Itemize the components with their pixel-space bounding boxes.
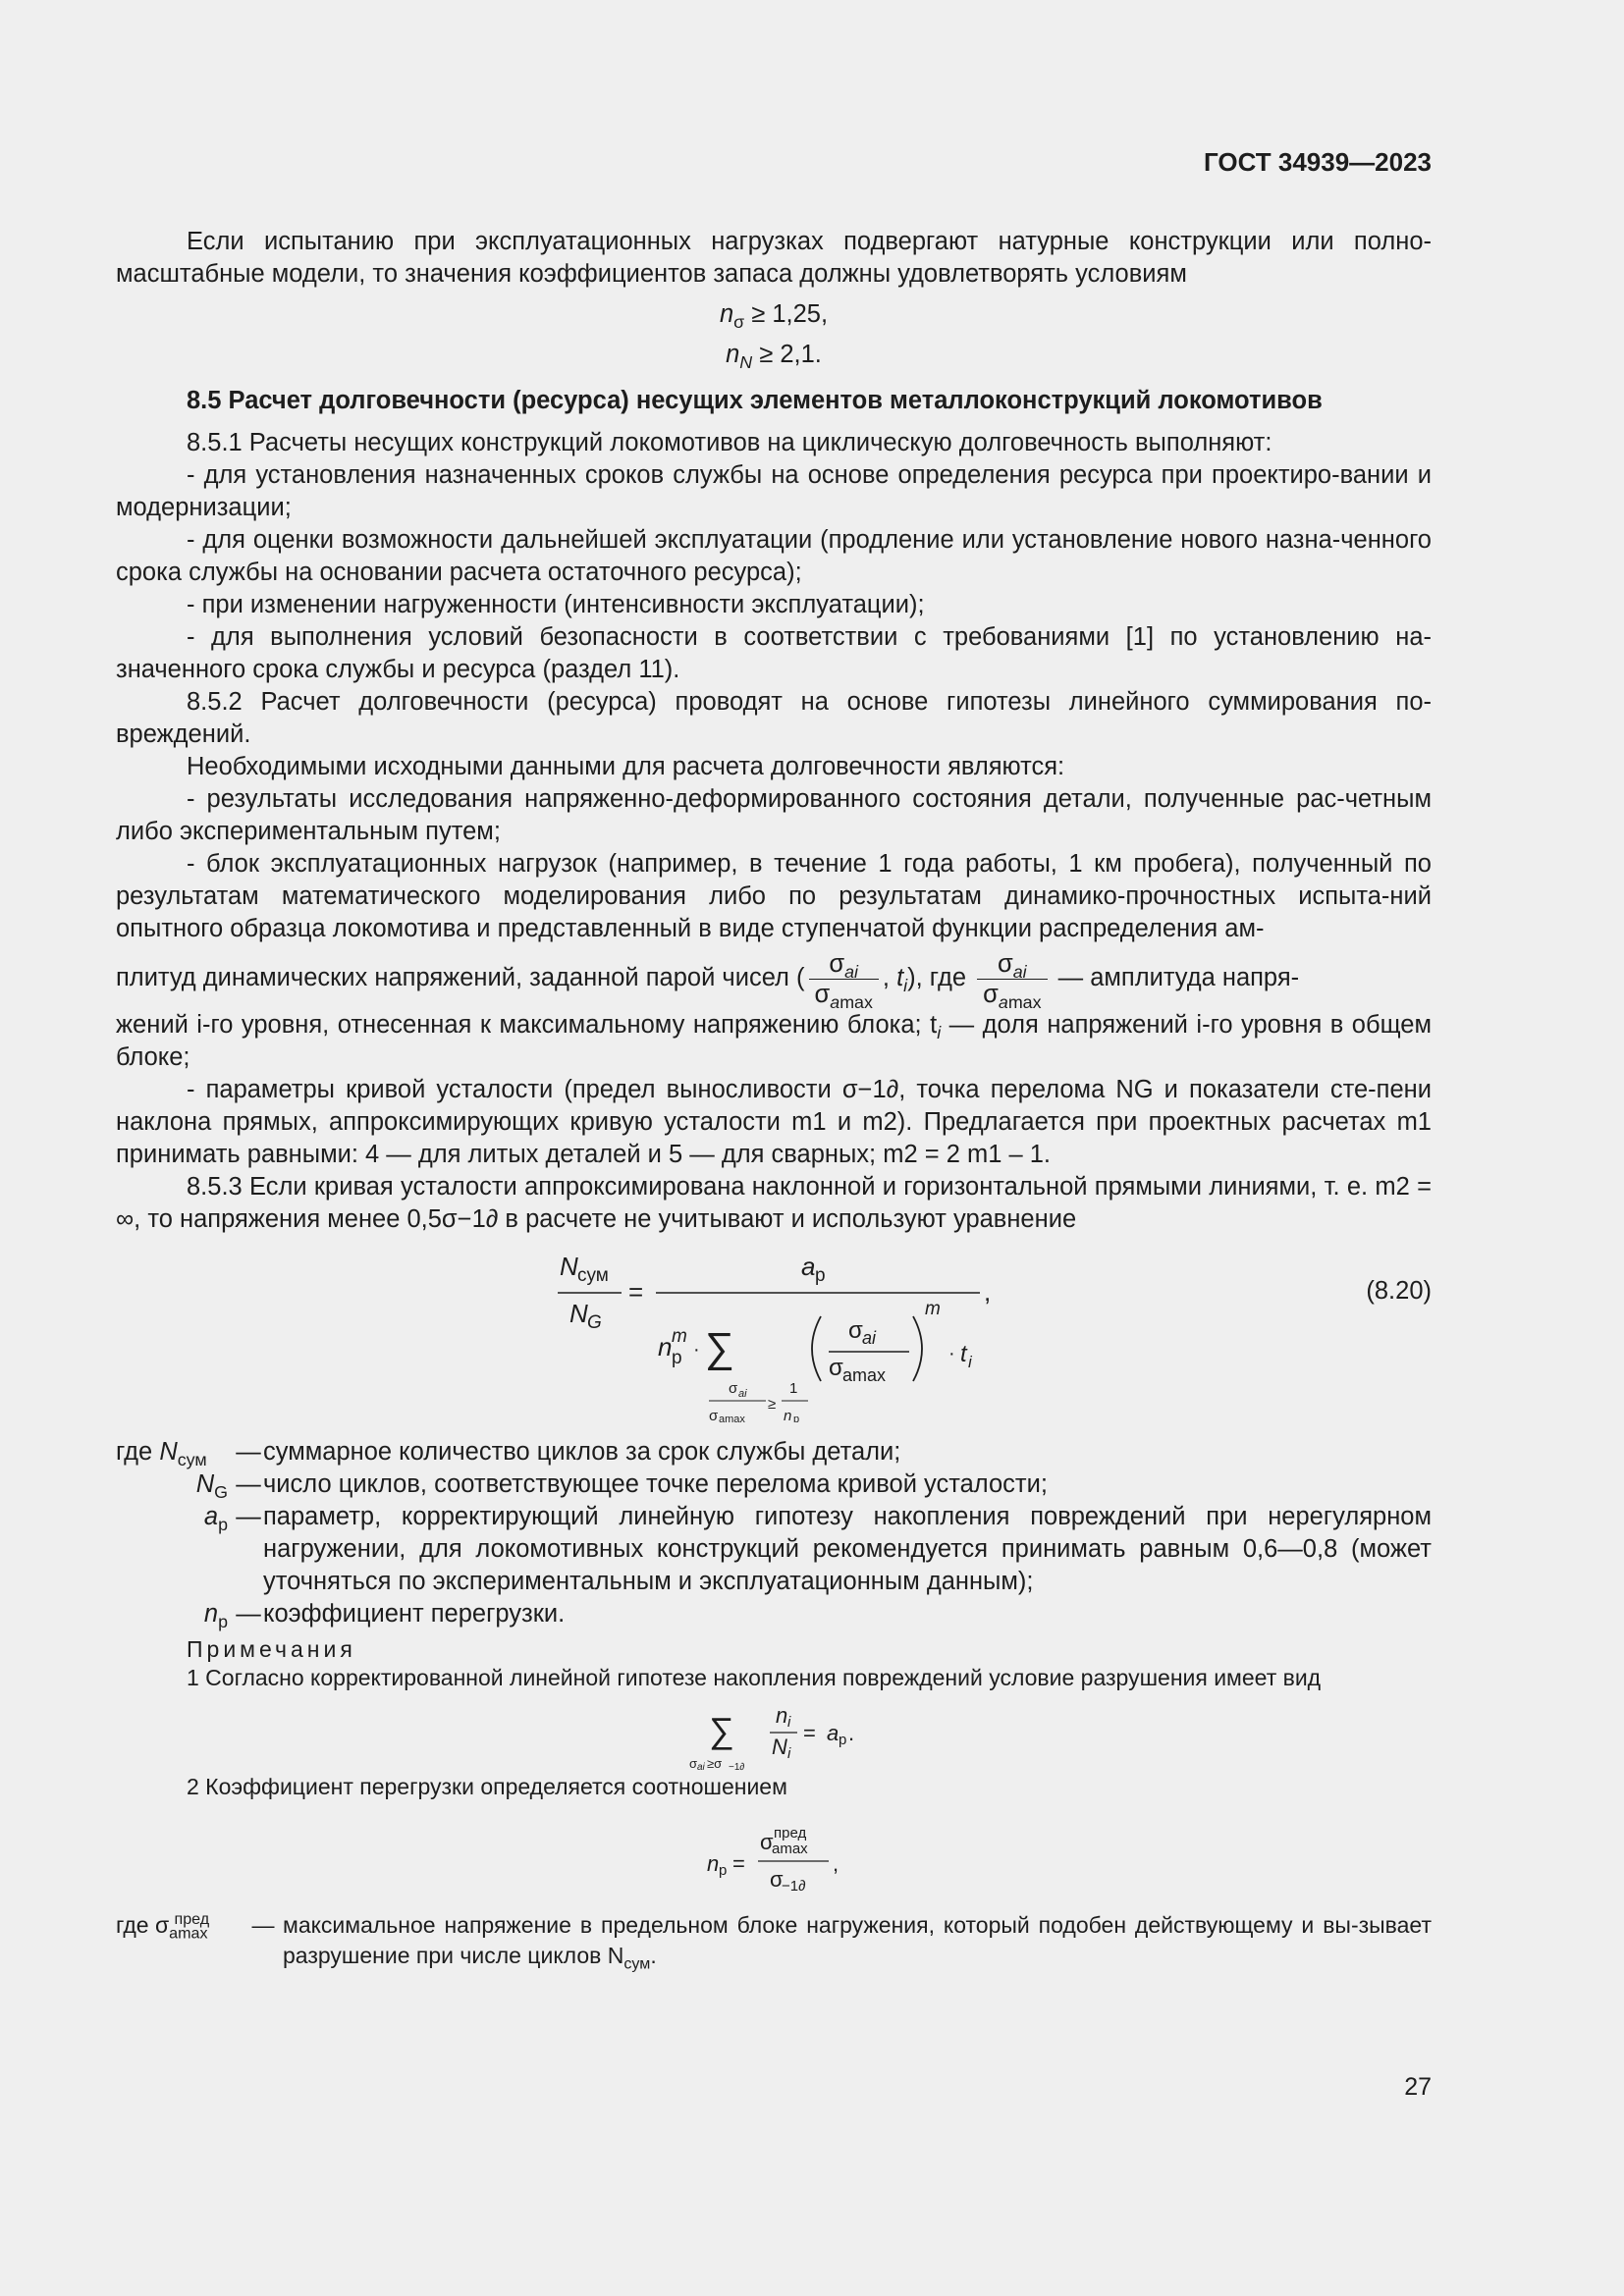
- svg-text:p: p: [793, 1414, 800, 1422]
- section-heading: 8.5 Расчет долговечности (ресурса) несущих элементов металлоконструкций локомотивов: [187, 387, 1323, 414]
- equation-8-20-graphic: [116, 1236, 1432, 1422]
- svg-text:m: m: [925, 1299, 941, 1319]
- equation-8-20: [116, 1236, 1432, 1422]
- svg-text:amax: amax: [842, 1365, 887, 1385]
- svg-text:σ: σ: [770, 1867, 784, 1892]
- svg-text:=: =: [803, 1721, 816, 1745]
- stress-ratio-fraction: $\frac{\sigma_{ai}}{\sigma_{amax}}$: [809, 949, 879, 1009]
- svg-text:p: p: [672, 1348, 682, 1368]
- note-2-where-symbol: где $\sigma_{amax}^{пред}$: [116, 1910, 210, 1943]
- svg-text:≥: ≥: [768, 1396, 777, 1413]
- svg-text:amax: amax: [772, 1841, 808, 1857]
- note-2-equation-graphic: [116, 1802, 1432, 1910]
- svg-text:1: 1: [789, 1380, 798, 1397]
- paragraph-852: 8.5.2 Расчет долговечности (ресурса) проводят на основе гипотезы линейного суммирования по-вреждений.: [116, 688, 1432, 748]
- svg-text:ai: ai: [738, 1388, 747, 1400]
- svg-text:n: n: [776, 1703, 788, 1728]
- svg-text:∑: ∑: [709, 1710, 734, 1750]
- where-symbol: $n_p$: [203, 1600, 228, 1632]
- condition-1: $n_\sigma \ge 1,25$,: [719, 300, 829, 333]
- svg-text:n: n: [784, 1408, 792, 1422]
- notes-heading: Примечания: [187, 1636, 356, 1662]
- bullet-2: - для оценки возможности дальнейшей эксплуатации (продление или установление нового назна-ченного срока службы на основании расчета остаточного ресурса);: [116, 526, 1432, 586]
- svg-text:amax: amax: [719, 1414, 745, 1422]
- svg-text:·: ·: [948, 1343, 955, 1364]
- where-desc: число циклов, соответствующее точке перелома кривой усталости;: [263, 1470, 1048, 1498]
- bullet-7: - параметры кривой усталости (предел выносливости σ−1∂, точка перелома NG и показатели сте-пени наклона прямых, аппроксимирующих кривую усталости m1 и m2). Предлагается при проектных расчетах m1 принимать равными: 4 — для литых деталей и 5 — для сварных; m2 = 2 m1 – 1.: [116, 1076, 1432, 1168]
- svg-text:a: a: [801, 1252, 816, 1281]
- bullet-3: - при изменении нагруженности (интенсивности эксплуатации);: [187, 591, 925, 618]
- svg-text:p: p: [719, 1862, 728, 1879]
- note-1-equation-graphic: [116, 1693, 1432, 1772]
- bullet-1: - для установления назначенных сроков службы на основе определения ресурса при проектиро-вании и модернизации;: [116, 461, 1432, 521]
- stress-ratio-fraction-2: $\frac{\sigma_{ai}}{\sigma_{amax}}$: [977, 949, 1047, 1009]
- page-body: [116, 0, 1432, 1971]
- where-symbol: $a_p$: [203, 1503, 228, 1535]
- paragraph-853: 8.5.3 Если кривая усталости аппроксимирована наклонной и горизонтальной прямыми линиями, т. е. m2 = ∞, то напряжения менее 0,5σ−1∂ в расчете не учитывают и используют уравнение: [116, 1173, 1432, 1233]
- svg-text:N: N: [772, 1735, 787, 1759]
- page-number: 27: [1404, 2073, 1432, 2101]
- svg-text:G: G: [587, 1312, 602, 1333]
- svg-text:t: t: [960, 1341, 967, 1367]
- svg-text:i: i: [787, 1745, 791, 1762]
- svg-text:σ: σ: [709, 1408, 719, 1422]
- svg-text:,: ,: [984, 1277, 992, 1307]
- svg-text:∑: ∑: [705, 1324, 734, 1370]
- paragraph-851: 8.5.1 Расчеты несущих конструкций локомотивов на циклическую долговечность выполняют:: [187, 429, 1272, 456]
- equation-number: (8.20): [1366, 1277, 1432, 1305]
- svg-text:p: p: [839, 1732, 847, 1748]
- bullet-6-continued: плитуд динамических напряжений, заданной парой чисел ( $\frac{\sigma_{ai}}{\sigma_{amax}}$ , $t_i$), где $\frac{\sigma_{ai}}{\sigma_{amax}}$ — амплитуда напря-: [116, 950, 1300, 1013]
- document-header: ГОСТ 34939—2023: [1204, 147, 1432, 177]
- svg-text:≥σ: ≥σ: [707, 1756, 723, 1771]
- where-symbol: $N_G$: [195, 1470, 228, 1503]
- svg-text:сум: сум: [577, 1265, 609, 1286]
- svg-text:.: .: [848, 1721, 855, 1745]
- svg-text:n: n: [658, 1332, 673, 1362]
- svg-text:N: N: [569, 1299, 588, 1328]
- note-2: 2 Коэффициент перегрузки определяется соотношением: [187, 1774, 787, 1799]
- condition-2: $n_N \ge 2,1$.: [726, 341, 822, 373]
- svg-text:p: p: [815, 1265, 826, 1286]
- note-2-where-desc: максимальное напряжение в предельном блоке нагружения, который подобен действующему и вы-зывает разрушение при числе циклов $N_{сум}$.: [283, 1912, 1432, 1973]
- svg-text:i: i: [787, 1714, 791, 1731]
- where-desc: параметр, корректирующий линейную гипотезу накопления повреждений при нерегулярном нагружении, для локомотивных конструкций рекомендуется принимать равным 0,6—0,8 (может уточняться по экспериментальным и эксплуатационным данным);: [263, 1503, 1432, 1595]
- paragraph-need: Необходимыми исходными данными для расчета долговечности являются:: [187, 753, 1065, 780]
- where-symbol: где $N_{сум}$: [116, 1438, 207, 1470]
- svg-text:σ: σ: [829, 1355, 843, 1381]
- where-list: где $N_{сум}$ — суммарное количество циклов за срок службы детали; $N_G$ — число циклов, соответствующее точке перелома кривой усталости; $a_p$ — параметр, корректирующий линейную гипотезу накопления повреждений при нерегулярном нагружении, для локомотивных конструкций рекомендуется принимать равным 0,6—0,8 (может уточняться по экспериментальным и эксплуатационным данным); $n_p$ — коэффициент перегрузки.: [116, 1438, 1432, 1632]
- note-1-equation: [116, 1693, 1432, 1772]
- svg-text:−1∂: −1∂: [729, 1762, 745, 1772]
- svg-text:=: =: [628, 1277, 644, 1307]
- bullet-6: - блок эксплуатационных нагрузок (например, в течение 1 года работы, 1 км пробега), полученный по результатам математического моделирования либо по результатам динамико-прочностных испыта-ний опытного образца локомотива и представленный в виде ступенчатой функции распределения ам-: [116, 850, 1432, 942]
- note-2-equation: [116, 1802, 1432, 1910]
- svg-text:·: ·: [693, 1339, 700, 1361]
- svg-text:n: n: [707, 1851, 720, 1876]
- intro-paragraph: Если испытанию при эксплуатационных нагрузках подвергают натурные конструкции или полно-масштабные модели, то значения коэффициентов запаса должны удовлетворять условиям: [116, 228, 1432, 288]
- bullet-5: - результаты исследования напряженно-деформированного состояния детали, полученные рас-четным либо экспериментальным путем;: [116, 785, 1432, 845]
- svg-text:σ: σ: [848, 1317, 863, 1344]
- svg-text:σ: σ: [689, 1756, 698, 1771]
- svg-text:,: ,: [833, 1851, 839, 1876]
- where-desc: коэффициент перегрузки.: [263, 1600, 566, 1628]
- svg-text:i: i: [968, 1353, 972, 1371]
- svg-text:σ: σ: [760, 1830, 774, 1854]
- svg-text:=: =: [732, 1851, 745, 1876]
- svg-text:−1∂: −1∂: [782, 1878, 806, 1895]
- svg-text:σ: σ: [729, 1380, 738, 1397]
- note-2-where: где $\sigma_{amax}^{пред}$ — максимальное напряжение в предельном блоке нагружения, который подобен действующему и вы-зывает разрушение при числе циклов $N_{сум}$.: [116, 1910, 1432, 1973]
- svg-text:ai: ai: [697, 1762, 705, 1772]
- svg-text:N: N: [560, 1252, 578, 1281]
- where-desc: суммарное количество циклов за срок службы детали;: [263, 1438, 901, 1466]
- svg-text:ai: ai: [862, 1328, 877, 1348]
- svg-text:m: m: [672, 1326, 687, 1347]
- note-1: 1 Согласно корректированной линейной гипотезе накопления повреждений условие разрушения имеет вид: [187, 1665, 1322, 1690]
- bullet-6-tail: жений i-го уровня, отнесенная к максимальному напряжению блока; $t_i$ — доля напряжений i-го уровня в общем блоке;: [116, 1011, 1432, 1071]
- svg-text:пред: пред: [774, 1825, 807, 1842]
- bullet-4: - для выполнения условий безопасности в соответствии с требованиями [1] по установлению на-значенного срока службы и ресурса (раздел 11).: [116, 623, 1432, 683]
- svg-text:a: a: [827, 1721, 839, 1745]
